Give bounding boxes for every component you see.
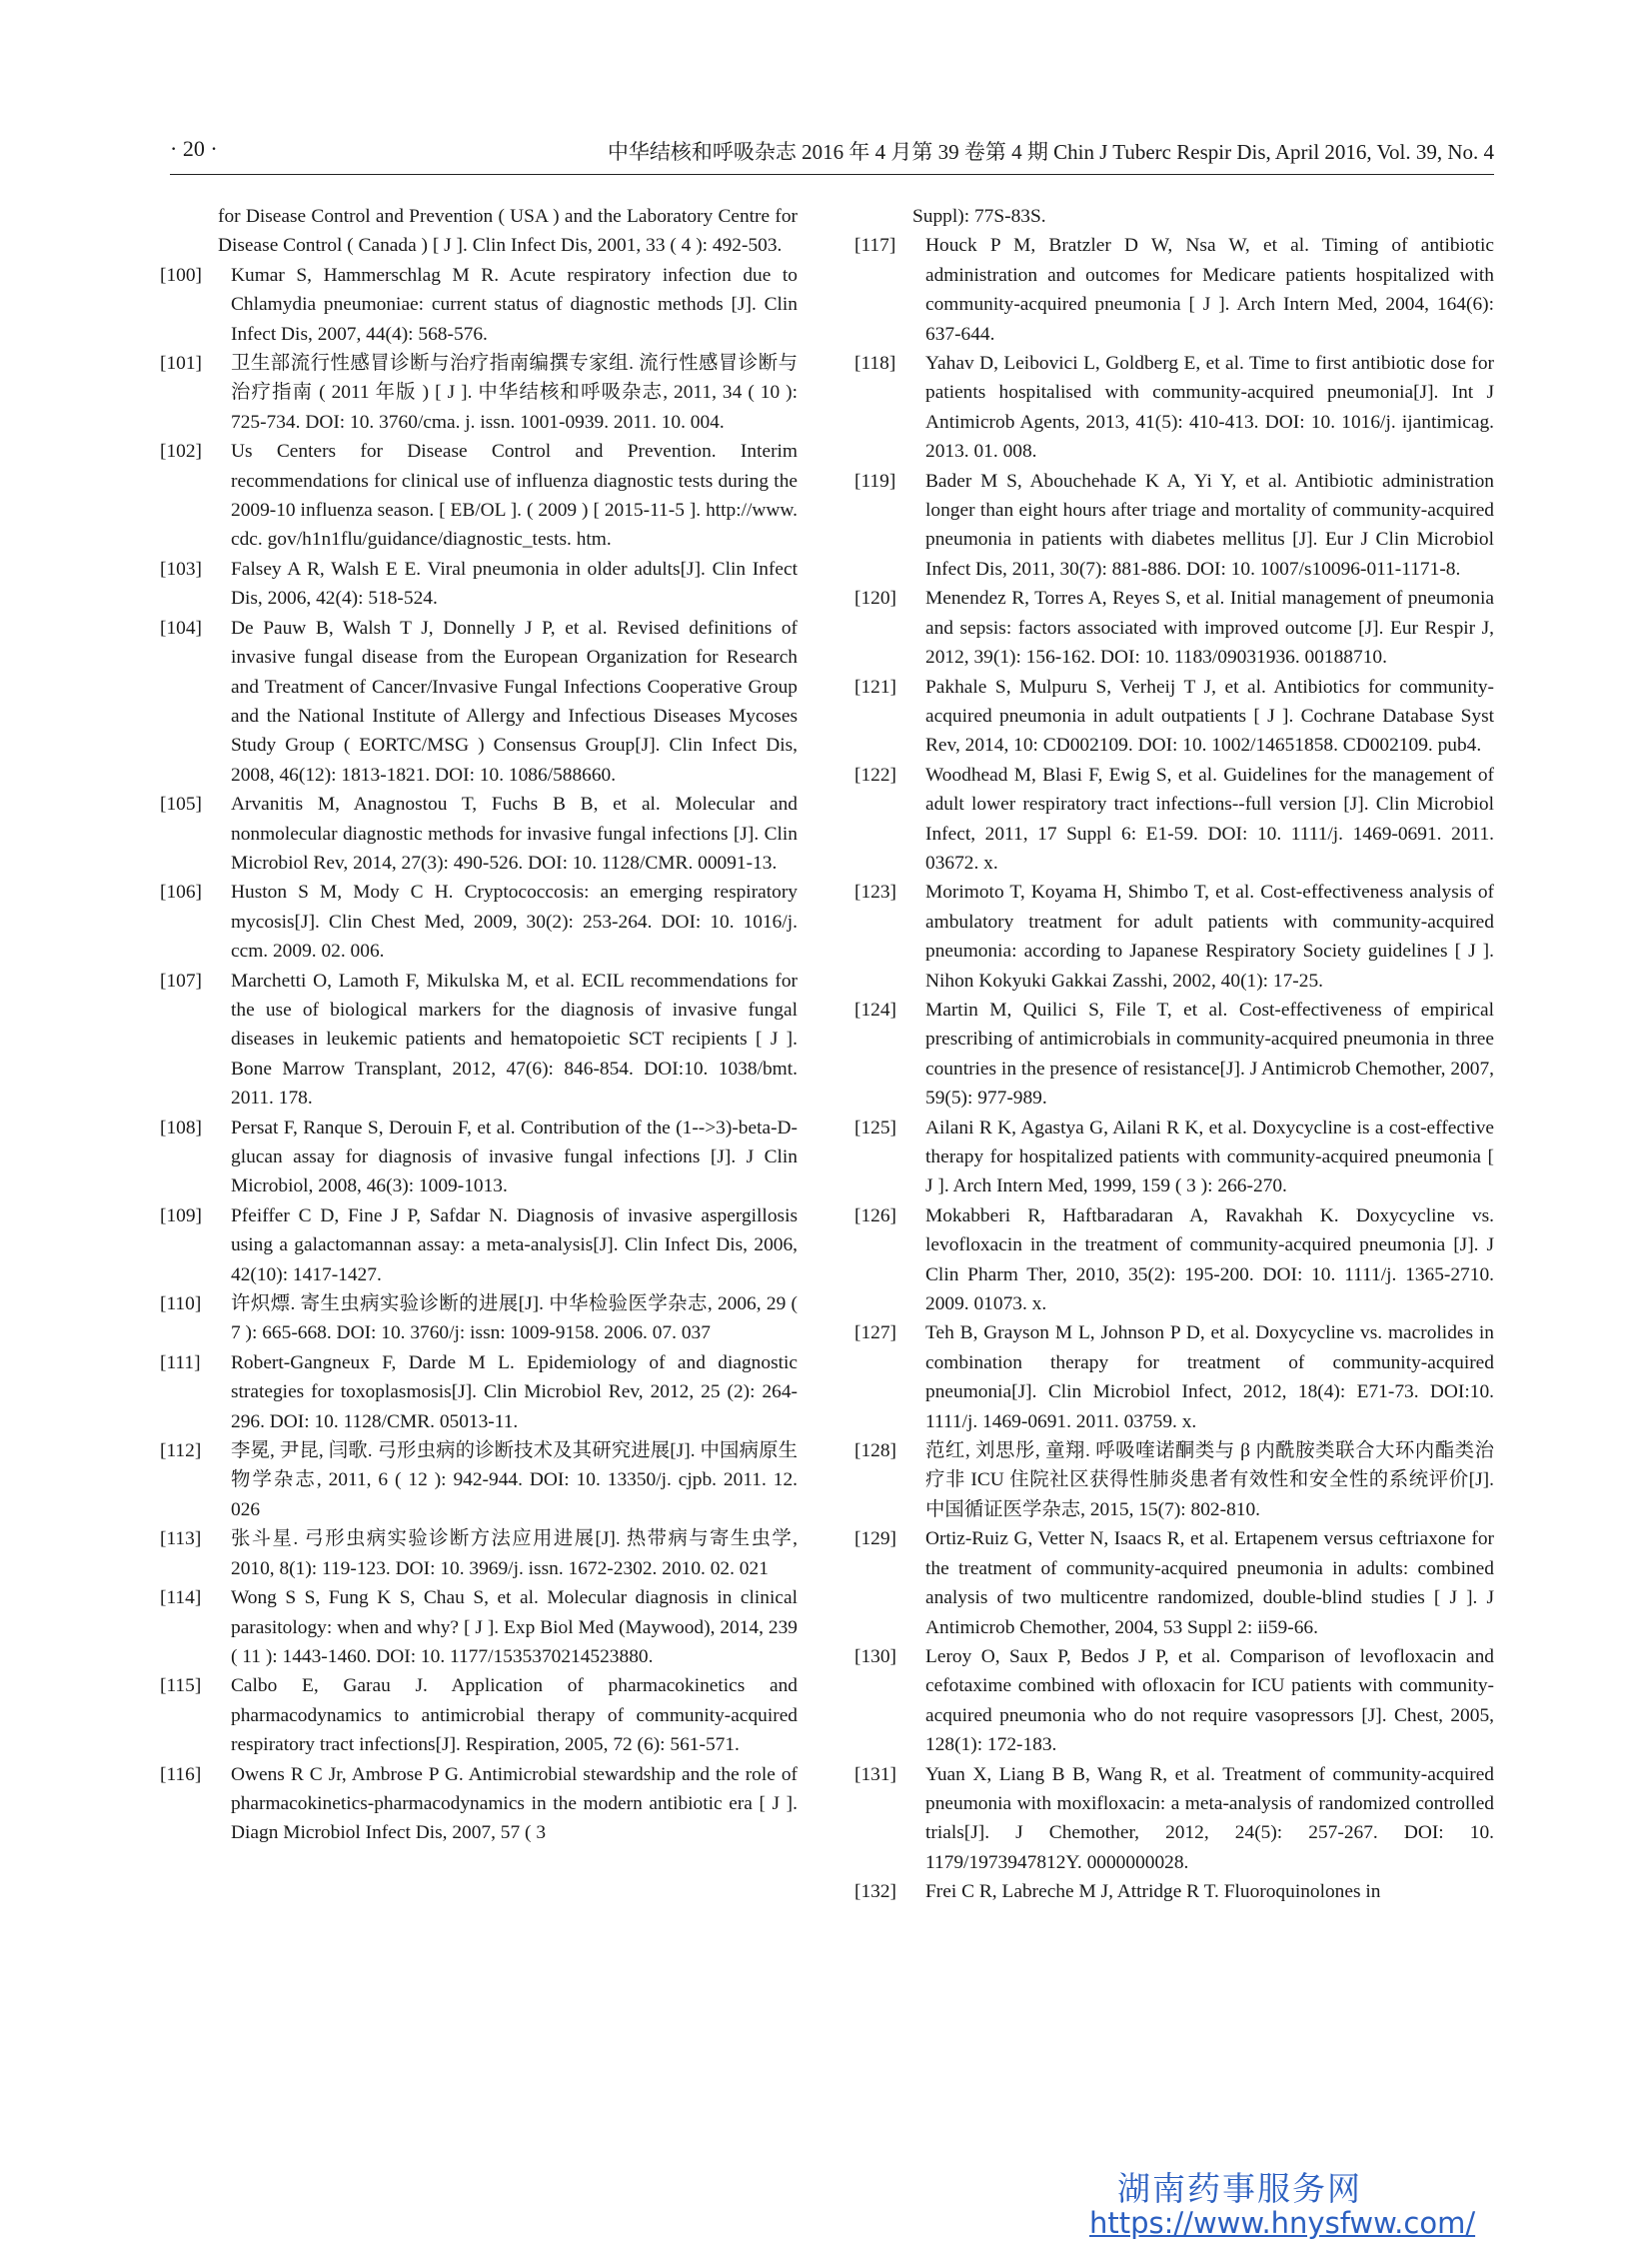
reference-item xyxy=(160,1201,798,1289)
reference-number: [109] xyxy=(160,1204,203,1226)
reference-number: [120] xyxy=(854,588,897,610)
reference-text: Ortiz-Ruiz G, Vetter N, Isaacs R, et al. Ertapenem versus ceftriaxone for the treatment of community-acquired pneumonia in adults: combined analysis of two multicentre randomized, double-blind studies [ J ]. J Antimicrob Chemother, 2004, 53 Suppl 2: ii59-66. xyxy=(925,1528,1494,1638)
reference-number: [100] xyxy=(160,264,203,286)
reference-item xyxy=(160,1760,798,1848)
reference-text: Houck P M, Bratzler D W, Nsa W, et al. Timing of antibiotic administration and outcomes for Medicare patients hospitalized with community-acquired pneumonia [ J ]. Arch Intern Med, 2004, 164(6): 637-644. xyxy=(925,235,1494,345)
reference-list-right xyxy=(854,231,1494,1906)
reference-item xyxy=(854,467,1494,585)
reference-number: [108] xyxy=(160,1117,203,1138)
reference-text: Martin M, Quilici S, File T, et al. Cost-effectiveness of empirical prescribing of antimicrobials in community-acquired pneumonia in three countries in the presence of resistance[J]. J Antimicrob Chemother, 2007, 59(5): 977-989. xyxy=(925,999,1494,1110)
reference-text: for Disease Control and Prevention ( USA ) and the Laboratory Centre for Disease Control ( Canada ) [ J ]. Clin Infect Dis, 2001, 33 ( 4 ): 492-503. xyxy=(218,206,798,257)
reference-number: [128] xyxy=(854,1440,897,1462)
reference-item xyxy=(160,261,798,349)
reference-text: Persat F, Ranque S, Derouin F, et al. Contribution of the (1-->3)-beta-D-glucan assay for diagnosis of invasive fungal infections [J]. J Clin Microbiol, 2008, 46(3): 1009-1013. xyxy=(231,1117,798,1197)
reference-number: [124] xyxy=(854,999,897,1021)
reference-item xyxy=(854,1114,1494,1201)
page-number: · 20 · xyxy=(170,136,218,161)
reference-item xyxy=(160,1524,798,1583)
reference-item xyxy=(160,1348,798,1436)
watermark-url[interactable]: https://www.hnysfww.com/ xyxy=(1089,2206,1476,2240)
left-column xyxy=(160,202,798,1848)
reference-text: Ailani R K, Agastya G, Ailani R K, et al. Doxycycline is a cost-effective therapy for hospitalized patients with community-acquired pneumonia [ J ]. Arch Intern Med, 1999, 159 ( 3 ): 266-270. xyxy=(925,1117,1494,1197)
reference-number: [105] xyxy=(160,794,203,816)
reference-text: Frei C R, Labreche M J, Attridge R T. Fluoroquinolones in xyxy=(925,1881,1381,1903)
reference-text: 卫生部流行性感冒诊断与治疗指南编撰专家组. 流行性感冒诊断与治疗指南 ( 2011 年版 ) [ J ]. 中华结核和呼吸杂志, 2011, 34 ( 10 ): 725-734. DOI: 10. 3760/cma. j. issn. 1001-0939. 2011. 10. 004. xyxy=(231,353,798,433)
reference-number: [115] xyxy=(160,1675,202,1697)
reference-item xyxy=(854,878,1494,996)
reference-number: [121] xyxy=(854,676,897,698)
reference-text: Arvanitis M, Anagnostou T, Fuchs B B, et al. Molecular and nonmolecular diagnostic methods for invasive fungal infections [J]. Clin Microbiol Rev, 2014, 27(3): 490-526. DOI: 10. 1128/CMR. 00091-13. xyxy=(231,794,798,874)
reference-list-left xyxy=(160,261,798,1848)
reference-number: [123] xyxy=(854,882,897,904)
reference-text: Teh B, Grayson M L, Johnson P D, et al. Doxycycline vs. macrolides in combination therapy for treatment of community-acquired pneumonia[J]. Clin Microbiol Infect, 2012, 18(4): E71-73. DOI:10. 1111/j. 1469-0691. 2011. 03759. x. xyxy=(925,1322,1494,1432)
page-header xyxy=(170,134,1494,175)
reference-text: Pakhale S, Mulpuru S, Verheij T J, et al. Antibiotics for community-acquired pneumonia in adult outpatients [ J ]. Cochrane Database Syst Rev, 2014, 10: CD002109. DOI: 10. 1002/14651858. CD002109. pub4. xyxy=(925,676,1494,757)
reference-text: Leroy O, Saux P, Bedos J P, et al. Comparison of levofloxacin and cefotaxime combined with ofloxacin for ICU patients with community-acquired pneumonia who do not require vasopressors [J]. Chest, 2005, 128(1): 172-183. xyxy=(925,1645,1494,1756)
reference-text: Falsey A R, Walsh E E. Viral pneumonia in older adults[J]. Clin Infect Dis, 2006, 42(4): 518-524. xyxy=(231,558,798,610)
reference-item xyxy=(160,614,798,790)
reference-number: [122] xyxy=(854,764,897,786)
journal-citation: 中华结核和呼吸杂志 2016 年 4 月第 39 卷第 4 期 Chin J Tuberc Respir Dis, April 2016, Vol. 39, No. 4 xyxy=(607,140,1494,164)
reference-number: [103] xyxy=(160,558,203,580)
reference-number: [114] xyxy=(160,1587,202,1609)
reference-number: [101] xyxy=(160,353,203,375)
reference-number: [129] xyxy=(854,1528,897,1550)
reference-number: [119] xyxy=(854,470,896,492)
right-column xyxy=(854,202,1494,1907)
reference-number: [125] xyxy=(854,1117,897,1138)
reference-item xyxy=(854,1201,1494,1319)
reference-number: [127] xyxy=(854,1322,897,1344)
reference-item xyxy=(854,1524,1494,1642)
reference-item xyxy=(854,1436,1494,1524)
reference-number: [110] xyxy=(160,1293,202,1315)
reference-number: [130] xyxy=(854,1645,897,1667)
reference-item xyxy=(854,673,1494,761)
reference-item xyxy=(160,555,798,614)
reference-item xyxy=(854,349,1494,467)
reference-item xyxy=(160,1671,798,1759)
reference-text: 李冕, 尹昆, 闫歌. 弓形虫病的诊断技术及其研究进展[J]. 中国病原生物学杂志, 2011, 6 ( 12 ): 942-944. DOI: 10. 13350/j. cjpb. 2011. 12. 026 xyxy=(231,1440,798,1520)
reference-number: [102] xyxy=(160,441,203,463)
reference-number: [132] xyxy=(854,1881,897,1903)
reference-item xyxy=(854,231,1494,349)
reference-number: [106] xyxy=(160,882,203,904)
reference-text: Yuan X, Liang B B, Wang R, et al. Treatment of community-acquired pneumonia with moxifloxacin: a meta-analysis of randomized controlled trials[J]. J Chemother, 2012, 24(5): 257-267. DOI: 10. 1179/1973947812Y. 0000000028. xyxy=(925,1763,1494,1873)
reference-number: [107] xyxy=(160,970,203,992)
reference-item xyxy=(854,1760,1494,1878)
reference-item xyxy=(854,761,1494,879)
reference-number: [126] xyxy=(854,1204,897,1226)
reference-text: 张斗星. 弓形虫病实验诊断方法应用进展[J]. 热带病与寄生虫学, 2010, 8(1): 119-123. DOI: 10. 3969/j. issn. 1672-2302. 2010. 02. 021 xyxy=(231,1528,798,1579)
continued-reference xyxy=(160,202,798,261)
continued-reference xyxy=(854,202,1494,231)
reference-text: Morimoto T, Koyama H, Shimbo T, et al. Cost-effectiveness analysis of ambulatory treatment for adult patients with community-acquired pneumonia: according to Japanese Respiratory Society guidelines [ J ]. Nihon Kokyuki Gakkai Zasshi, 2002, 40(1): 17-25. xyxy=(925,882,1494,992)
reference-number: [131] xyxy=(854,1763,897,1785)
watermark xyxy=(1089,2171,1475,2239)
watermark-name: 湖南药事服务网 xyxy=(1117,2169,1362,2208)
reference-item xyxy=(160,967,798,1114)
reference-text: Huston S M, Mody C H. Cryptococcosis: an emerging respiratory mycosis[J]. Clin Chest Med, 2009, 30(2): 253-264. DOI: 10. 1016/j. ccm. 2009. 02. 006. xyxy=(231,882,798,963)
reference-item xyxy=(854,584,1494,672)
reference-text: Kumar S, Hammerschlag M R. Acute respiratory infection due to Chlamydia pneumoniae: current status of diagnostic methods [J]. Clin Infect Dis, 2007, 44(4): 568-576. xyxy=(231,264,798,345)
reference-item xyxy=(160,437,798,555)
reference-item xyxy=(160,878,798,966)
reference-number: [104] xyxy=(160,617,203,639)
reference-number: [117] xyxy=(854,235,896,257)
reference-item xyxy=(854,996,1494,1114)
reference-number: [113] xyxy=(160,1528,202,1550)
reference-text: De Pauw B, Walsh T J, Donnelly J P, et al. Revised definitions of invasive fungal disease from the European Organization for Research and Treatment of Cancer/Invasive Fungal Infections Cooperative Group and the National Institute of Allergy and Infectious Diseases Mycoses Study Group ( EORTC/MSG ) Consensus Group[J]. Clin Infect Dis, 2008, 46(12): 1813-1821. DOI: 10. 1086/588660. xyxy=(231,617,798,786)
reference-number: [111] xyxy=(160,1351,201,1373)
reference-item xyxy=(160,1114,798,1201)
reference-text: Suppl): 77S-83S. xyxy=(912,206,1046,227)
reference-text: Wong S S, Fung K S, Chau S, et al. Molecular diagnosis in clinical parasitology: when and why? [ J ]. Exp Biol Med (Maywood), 2014, 239 ( 11 ): 1443-1460. DOI: 10. 1177/1535370214523880. xyxy=(231,1587,798,1667)
reference-number: [116] xyxy=(160,1763,202,1785)
reference-item xyxy=(854,1877,1494,1906)
reference-item xyxy=(160,1289,798,1348)
reference-text: Yahav D, Leibovici L, Goldberg E, et al. Time to first antibiotic dose for patients hospitalised with community-acquired pneumonia[J]. Int J Antimicrob Agents, 2013, 41(5): 410-413. DOI: 10. 1016/j. ijantimicag. 2013. 01. 008. xyxy=(925,353,1494,463)
reference-text: 范红, 刘思彤, 童翔. 呼吸喹诺酮类与 β 内酰胺类联合大环内酯类治疗非 ICU 住院社区获得性肺炎患者有效性和安全性的系统评价[J]. 中国循证医学杂志, 2015, 15(7): 802-810. xyxy=(925,1440,1494,1520)
reference-text: Us Centers for Disease Control and Prevention. Interim recommendations for clinical use of influenza diagnostic tests during the 2009-10 influenza season. [ EB/OL ]. ( 2009 ) [ 2015-11-5 ]. http://www. cdc. gov/h1n1flu/guidance/diagnostic_tests. htm. xyxy=(231,441,798,551)
reference-text: Bader M S, Abouchehade K A, Yi Y, et al. Antibiotic administration longer than eight hours after triage and mortality of community-acquired pneumonia in patients with diabetes mellitus [J]. Eur J Clin Microbiol Infect Dis, 2011, 30(7): 881-886. DOI: 10. 1007/s10096-011-1171-8. xyxy=(925,470,1494,580)
reference-item xyxy=(854,1642,1494,1760)
reference-text: Mokabberi R, Haftbaradaran A, Ravakhah K. Doxycycline vs. levofloxacin in the treatment of community-acquired pneumonia [J]. J Clin Pharm Ther, 2010, 35(2): 195-200. DOI: 10. 1111/j. 1365-2710. 2009. 01073. x. xyxy=(925,1204,1494,1315)
reference-text: Pfeiffer C D, Fine J P, Safdar N. Diagnosis of invasive aspergillosis using a galactomannan assay: a meta-analysis[J]. Clin Infect Dis, 2006, 42(10): 1417-1427. xyxy=(231,1204,798,1285)
reference-item xyxy=(160,349,798,437)
reference-item xyxy=(160,1583,798,1671)
reference-text: Menendez R, Torres A, Reyes S, et al. Initial management of pneumonia and sepsis: factors associated with improved outcome [J]. Eur Respir J, 2012, 39(1): 156-162. DOI: 10. 1183/09031936. 00188710. xyxy=(925,588,1494,669)
reference-number: [118] xyxy=(854,353,896,375)
reference-text: Marchetti O, Lamoth F, Mikulska M, et al. ECIL recommendations for the use of biological markers for the diagnosis of invasive fungal diseases in leukemic patients and hematopoietic SCT recipients [ J ]. Bone Marrow Transplant, 2012, 47(6): 846-854. DOI:10. 1038/bmt. 2011. 178. xyxy=(231,970,798,1110)
reference-text: Woodhead M, Blasi F, Ewig S, et al. Guidelines for the management of adult lower respiratory tract infections--full version [J]. Clin Microbiol Infect, 2011, 17 Suppl 6: E1-59. DOI: 10. 1111/j. 1469-0691. 2011. 03672. x. xyxy=(925,764,1494,874)
reference-number: [112] xyxy=(160,1440,202,1462)
reference-item xyxy=(160,1436,798,1524)
reference-text: 许炽熛. 寄生虫病实验诊断的进展[J]. 中华检验医学杂志, 2006, 29 ( 7 ): 665-668. DOI: 10. 3760/j: issn: 1009-9158. 2006. 07. 037 xyxy=(231,1293,798,1344)
reference-item xyxy=(160,790,798,878)
reference-text: Robert-Gangneux F, Darde M L. Epidemiology of and diagnostic strategies for toxoplasmosis[J]. Clin Microbiol Rev, 2012, 25 (2): 264-296. DOI: 10. 1128/CMR. 05013-11. xyxy=(231,1351,798,1432)
reference-item xyxy=(854,1318,1494,1436)
reference-text: Owens R C Jr, Ambrose P G. Antimicrobial stewardship and the role of pharmacokinetics-pharmacodynamics in the modern antibiotic era [ J ]. Diagn Microbiol Infect Dis, 2007, 57 ( 3 xyxy=(231,1763,798,1844)
reference-text: Calbo E, Garau J. Application of pharmacokinetics and pharmacodynamics to antimicrobial therapy of community-acquired respiratory tract infections[J]. Respiration, 2005, 72 (6): 561-571. xyxy=(231,1675,798,1756)
